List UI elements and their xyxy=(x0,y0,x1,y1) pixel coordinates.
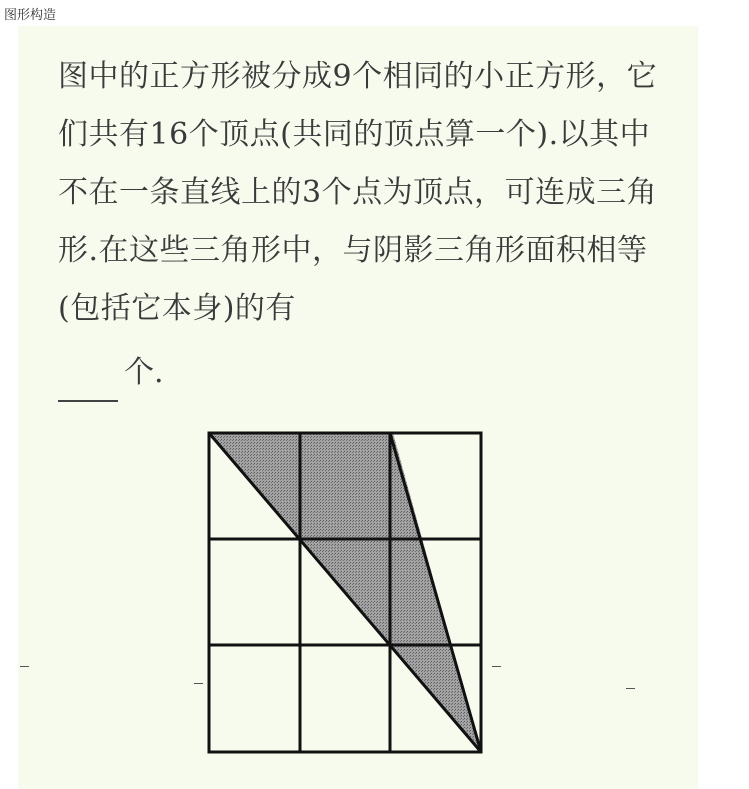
question-card xyxy=(18,26,698,789)
answer-row xyxy=(58,344,164,402)
stray-mark xyxy=(492,666,501,667)
breadcrumb: 图形构造 xyxy=(4,8,57,23)
grid-figure xyxy=(206,430,486,760)
stray-mark xyxy=(194,683,203,684)
stray-mark xyxy=(20,666,29,667)
stray-mark xyxy=(626,688,635,689)
question-text: 图中的正方形被分成9个相同的小正方形，它们共有16个顶点(共同的顶点算一个).以其中不在一条直线上的3个点为顶点，可连成三角形.在这些三角形中，与阴影三角形面积相等(包括它本身)的有 xyxy=(58,59,658,326)
answer-suffix: 个. xyxy=(124,355,164,390)
answer-blank[interactable] xyxy=(58,356,118,402)
